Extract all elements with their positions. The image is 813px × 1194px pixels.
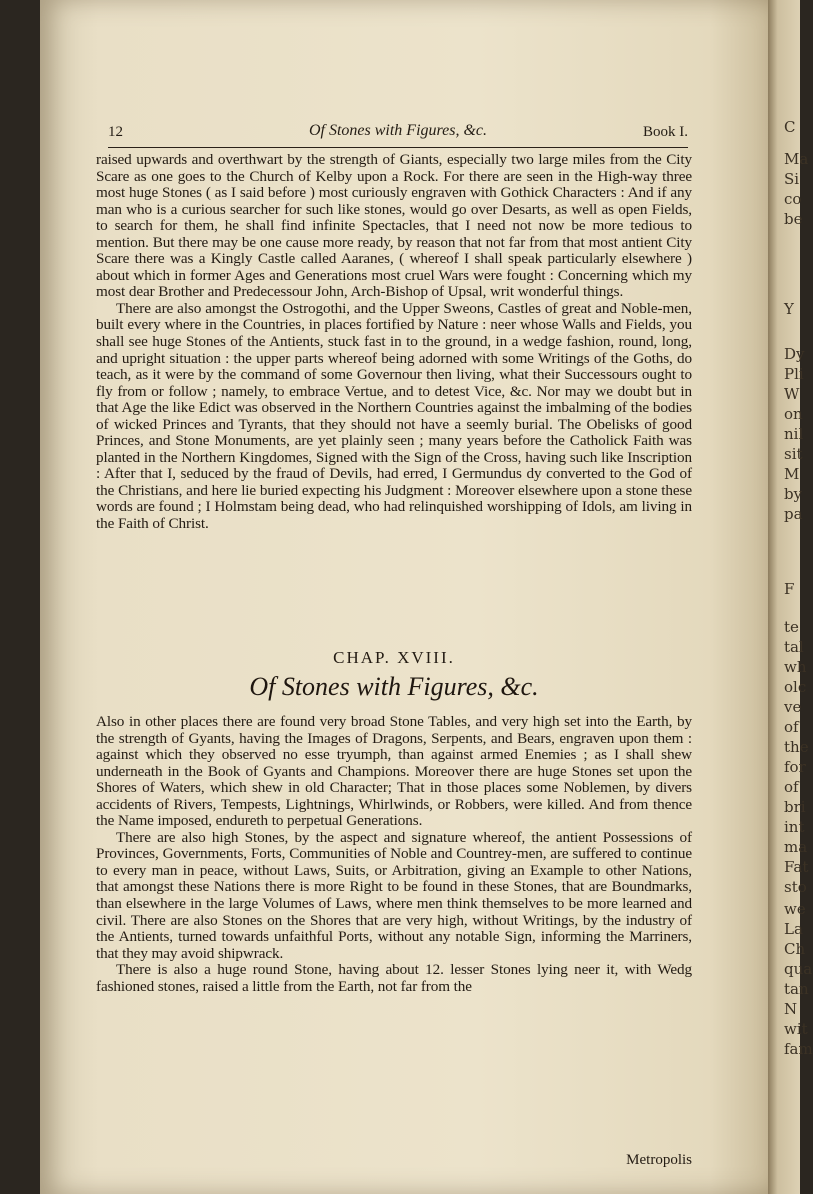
facing-page-fragment: be bbox=[784, 210, 803, 228]
facing-page-fragment: tan bbox=[784, 980, 809, 998]
facing-page-fragment: we bbox=[784, 900, 806, 918]
facing-page-fragment: sit bbox=[784, 445, 803, 463]
catchword: Metropolis bbox=[626, 1152, 692, 1168]
facing-page-fragment: wit bbox=[784, 1020, 808, 1038]
facing-page-fragment: fam bbox=[784, 1040, 813, 1058]
facing-page-fragment: Fat bbox=[784, 858, 809, 876]
facing-page-fragment: olc bbox=[784, 678, 807, 696]
facing-page-fragment: M bbox=[784, 465, 800, 483]
facing-page-fragment: te bbox=[784, 618, 799, 636]
facing-page-fragment: ma bbox=[784, 838, 808, 856]
facing-page-fragment: ve bbox=[784, 698, 802, 716]
paragraph: There are also amongst the Ostrogothi, and the Upper Sweons, Castles of great and Noble-men, built every where in the Countries, in places fortified by Nature : neer whose Walls and Fields, you shall see huge Stones of the Antients, stuck fast in to the ground, in a wedge fashion, round, long, and upright situation : the upper parts whereof being adorned with some Writings of the Goths, do teach, as it were by the command of some Governour then living, what their Successours ought to fly from or follow ; namely, to embrace Vertue, and to detest Vice, &c. Nor may we doubt but in that Age the like Edict was observed in the Northern Countries against the imbalming of the bodies of wicked Princes and Tyrants, that they should not have a seemly burial. The Obelisks of good Princes, and Stone Monuments, are yet plainly seen ; many years before the Catholick Faith was planted in the Northern Kingdomes, Signed with the Sign of the Cross, having such like Inscription : After that I, seduced by the fraud of Devils, had erred, I Germundus dy converted to the God of the Christians, and here lie buried expecting his Judgment : Moreover elsewhere upon a stone these words are found ; I Holmstam being dead, who had relinquished worshipping of Idols, am living in the Faith of Christ. bbox=[96, 299, 692, 533]
facing-page-fragment: Ch bbox=[784, 940, 806, 958]
facing-page-fragment: Ma bbox=[784, 150, 809, 168]
facing-page-fragment: of bbox=[784, 718, 799, 736]
page-header bbox=[108, 118, 688, 146]
facing-page-fragment: Si bbox=[784, 170, 800, 188]
facing-page-fragment: qua bbox=[784, 960, 813, 978]
facing-page-fragment: by bbox=[784, 485, 803, 503]
paragraph: There are also high Stones, by the aspect and signature whereof, the antient Possessions of Provinces, Governments, Forts, Communities of Noble and Countrey-men, are suffered to continue to every man in peace, without Laws, Suits, or Arbitration, giving an Example to other Nations, that amongst these Nations there is more Right to be found in these Stones, that are Boundmarks, than elsewhere in the large Volumes of Laws, where men think themselves to be more learned and civil. There are also Stones on the Shores that are very high, without Writings, by the industry of the Antients, turned towards unfaithful Ports, without any notable Sign, informing the Marriners, that they may avoid shipwrack. bbox=[96, 828, 692, 962]
paragraph: raised upwards and overthwart by the strength of Giants, especially two large miles from the City Scare as one goes to the Church of Kelby upon a Rock. For there are seen in the High-way three most huge Stones ( as I said before ) most curiously engraven with Gothick Characters : And if any man who is a curious searcher for such like stones, would go over Desarts, as well as open Fields, to search for them, he shall find infinite Spectacles, that I need not now be more tedious to mention. But there may be one cause more ready, by reason that not far from that most antient City Scare there was a Kingly Castle called Aaranes, ( whereof I shall speak particularly elsewhere ) about which in former Ages and Generations most cruel Wars were fought : Concerning which my most dear Brother and Predecessour John, Arch-Bishop of Upsal, writ wonderful things. bbox=[96, 151, 692, 301]
facing-page-fragment: Y bbox=[784, 300, 794, 318]
facing-page-fragment: nil bbox=[784, 425, 804, 443]
facing-page-fragment: C bbox=[784, 118, 796, 136]
paragraph: Also in other places there are found very broad Stone Tables, and very high set into the Earth, by the strength of Gyants, having the Images of Dragons, Serpents, and Bears, engraven upon them : against which they observed no esse tryumph, than against armed Enemies ; as I shall shew underneath in the Book of Gyants and Champions. Moreover there are huge Stones set upon the Shores of Waters, which shew in old Character; That in those places some Noblemen, by divers accidents of Rivers, Tempests, Lightnings, Whirlwinds, or Robbers, were killed. And from thence the Name imposed, endureth to perpetual Generations. bbox=[96, 713, 692, 830]
chapter-title: Of Stones with Figures, &c. bbox=[249, 672, 539, 701]
facing-page-fragment: Dy bbox=[784, 345, 805, 363]
paragraph: There is also a huge round Stone, having about 12. lesser Stones lying neer it, with Wedg fashioned stones, raised a little from the Earth, not far from the bbox=[96, 961, 692, 995]
header-rule bbox=[108, 147, 688, 148]
chapter-number: CHAP. XVIII. bbox=[333, 648, 455, 667]
adjacent-page-edge bbox=[768, 0, 813, 1194]
body-text-bottom bbox=[96, 714, 692, 995]
facing-page-fragment: tal bbox=[784, 638, 804, 656]
body-text-top bbox=[96, 152, 692, 533]
facing-page-fragment: for bbox=[784, 758, 806, 776]
facing-page-fragment: F bbox=[784, 580, 795, 598]
facing-page-fragment: the bbox=[784, 738, 809, 756]
book-label: Book I. bbox=[643, 124, 688, 140]
facing-page-fragment: La bbox=[784, 920, 803, 938]
facing-page-fragment: Pli bbox=[784, 365, 804, 383]
page-number: 12 bbox=[108, 124, 123, 140]
facing-page-fragment: W bbox=[784, 385, 800, 403]
facing-page-fragment: co bbox=[784, 190, 802, 208]
facing-page-fragment: sto bbox=[784, 878, 807, 896]
facing-page-fragment: on bbox=[784, 405, 803, 423]
facing-page-fragment: wh bbox=[784, 658, 807, 676]
facing-page-fragment: bri bbox=[784, 798, 806, 816]
running-title: Of Stones with Figures, &c. bbox=[308, 122, 488, 139]
facing-page-fragment: N bbox=[784, 1000, 798, 1018]
facing-page-fragment: of bbox=[784, 778, 799, 796]
facing-page-fragment: int bbox=[784, 818, 805, 836]
facing-page-fragment: pa bbox=[784, 505, 803, 523]
